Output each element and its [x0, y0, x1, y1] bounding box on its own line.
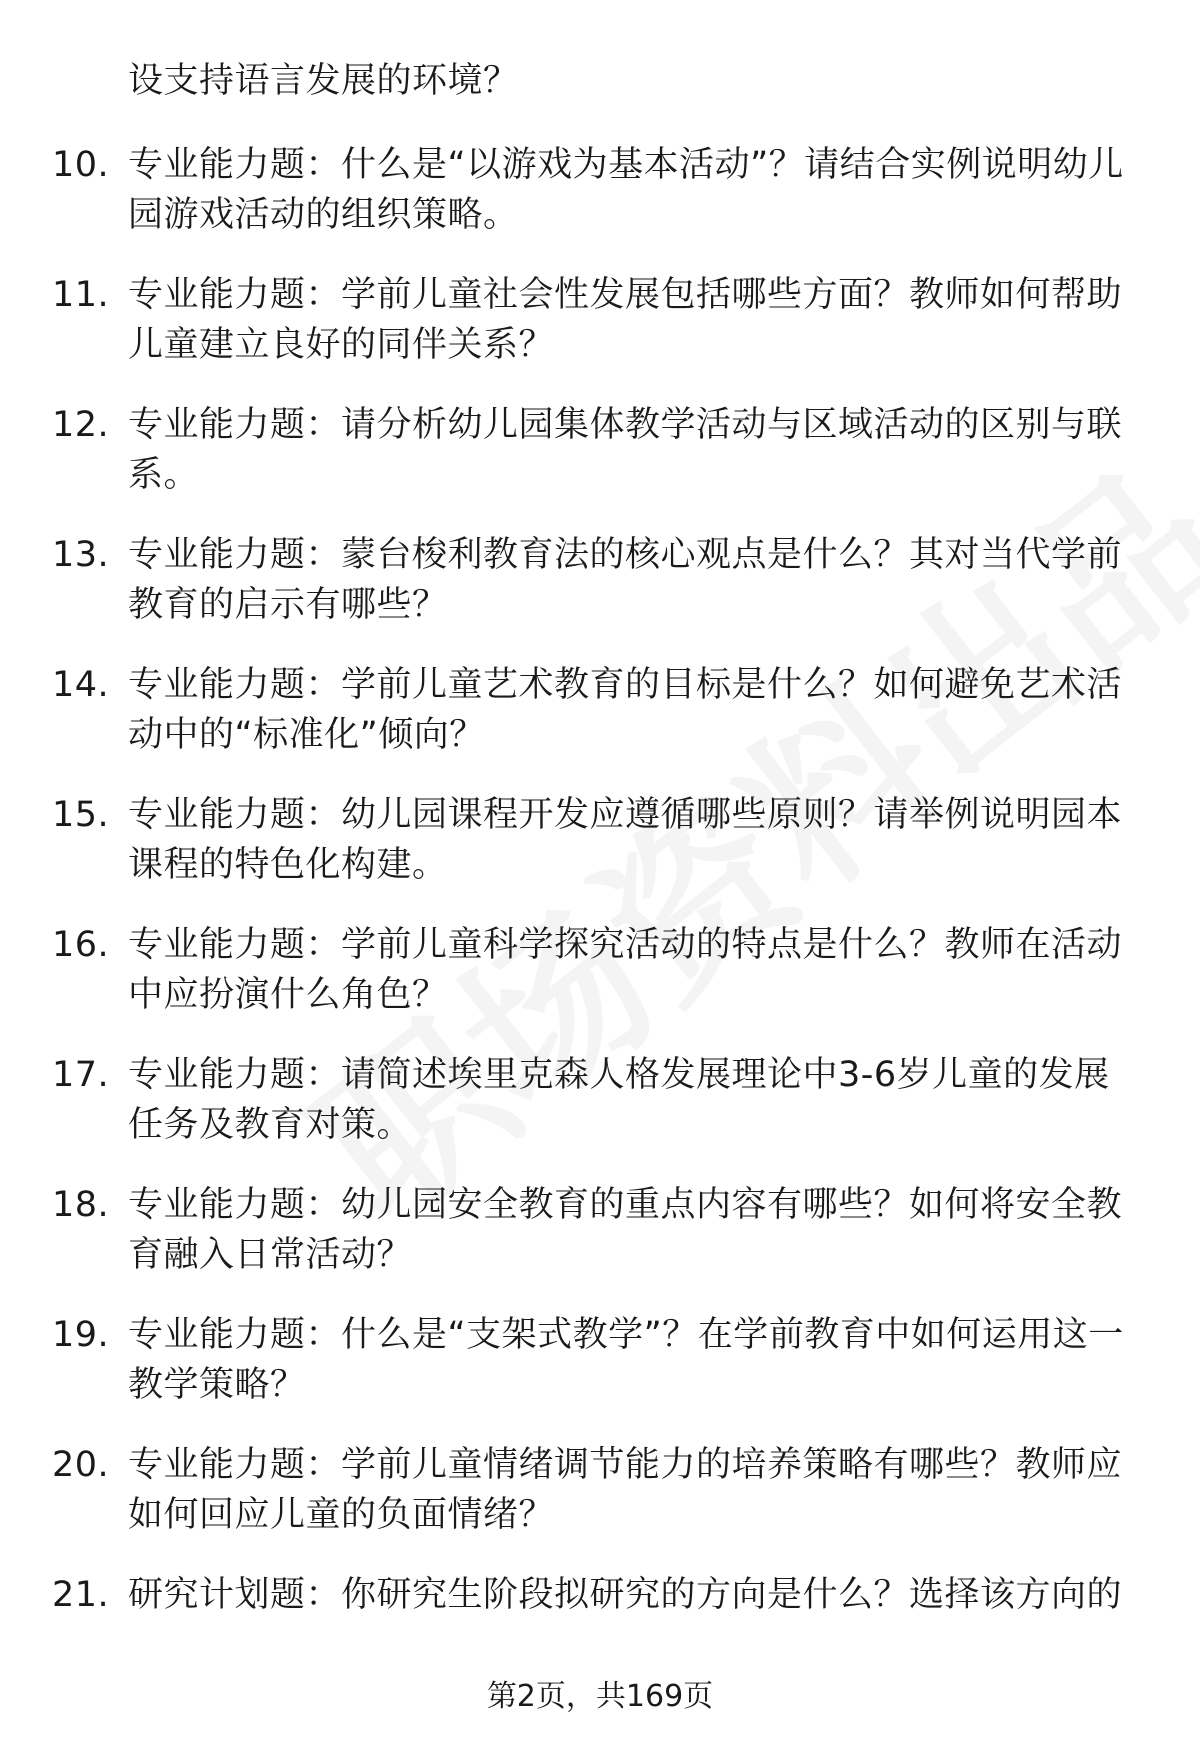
question-item [0, 140, 1200, 270]
question-number: 15. [52, 795, 110, 835]
question-text: 专业能力题：学前儿童社会性发展包括哪些方面？教师如何帮助儿童建立良好的同伴关系？ [128, 275, 1123, 365]
question-text: 专业能力题：幼儿园安全教育的重点内容有哪些？如何将安全教育融入日常活动？ [128, 1185, 1123, 1275]
question-item [0, 920, 1200, 1050]
question-text: 专业能力题：学前儿童科学探究活动的特点是什么？教师在活动中应扮演什么角色？ [128, 925, 1123, 1015]
question-text: 专业能力题：学前儿童艺术教育的目标是什么？如何避免艺术活动中的“标准化”倾向？ [128, 665, 1123, 755]
question-text: 专业能力题：蒙台梭利教育法的核心观点是什么？其对当代学前教育的启示有哪些？ [128, 535, 1123, 625]
question-text: 专业能力题：幼儿园课程开发应遵循哪些原则？请举例说明园本课程的特色化构建。 [128, 795, 1123, 885]
question-item [0, 1180, 1200, 1310]
question-item [0, 790, 1200, 920]
question-number: 11. [52, 275, 110, 315]
question-text: 专业能力题：请简述埃里克森人格发展理论中3-6岁儿童的发展任务及教育对策。 [128, 1055, 1110, 1145]
question-list [0, 140, 1200, 1700]
continuation-text: 设支持语言发展的环境？ [128, 61, 519, 101]
question-item [0, 530, 1200, 660]
question-number: 18. [52, 1185, 110, 1225]
question-item [0, 1440, 1200, 1570]
question-number: 10. [52, 145, 110, 185]
question-item [0, 400, 1200, 530]
question-number: 19. [52, 1315, 110, 1355]
question-text: 专业能力题：什么是“支架式教学”？在学前教育中如何运用这一教学策略？ [128, 1315, 1124, 1405]
question-number: 17. [52, 1055, 110, 1095]
question-number: 13. [52, 535, 110, 575]
question-number: 16. [52, 925, 110, 965]
question-text: 专业能力题：请分析幼儿园集体教学活动与区域活动的区别与联系。 [128, 405, 1123, 495]
question-number: 21. [52, 1575, 110, 1615]
question-item [0, 1050, 1200, 1180]
question-number: 12. [52, 405, 110, 445]
question-text: 专业能力题：什么是“以游戏为基本活动”？请结合实例说明幼儿园游戏活动的组织策略。 [128, 145, 1124, 235]
question-number: 20. [52, 1445, 110, 1485]
question-number: 14. [52, 665, 110, 705]
question-item [0, 1310, 1200, 1440]
question-item [0, 660, 1200, 790]
question-text: 研究计划题：你研究生阶段拟研究的方向是什么？选择该方向的 [128, 1575, 1123, 1615]
question-item [0, 270, 1200, 400]
page-footer: 第2页，共169页 [486, 1679, 714, 1714]
question-text: 专业能力题：学前儿童情绪调节能力的培养策略有哪些？教师应如何回应儿童的负面情绪？ [128, 1445, 1123, 1535]
